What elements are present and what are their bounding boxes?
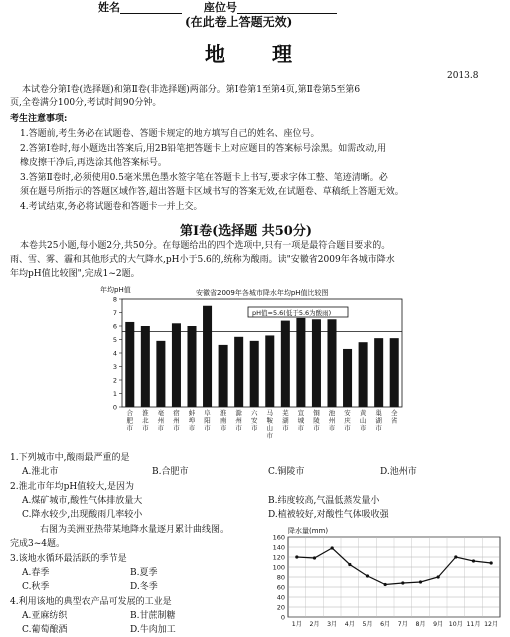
bar-category-label: 市 [359, 424, 367, 432]
line-xtick-label: 9月 [433, 621, 444, 628]
line-xtick-label: 11月 [466, 621, 481, 628]
bar-category-label: 蚌 [188, 409, 196, 417]
line-point [419, 580, 422, 583]
ph-annotation: pH值=5.6(低于5.6为酸雨) [252, 309, 332, 317]
bar-category-label: 州 [328, 416, 336, 425]
bar-category-label: 肥 [126, 416, 134, 425]
q2-option-d[interactable]: D.植被较好,对酸性气体吸收强 [268, 510, 389, 520]
q4-option-b[interactable]: B.甘蔗制糖 [130, 611, 176, 621]
precipitation-line-chart [262, 525, 508, 631]
line-ytick-label: 40 [276, 593, 285, 602]
line-xtick-label: 4月 [344, 621, 355, 628]
line-ytick-label: 100 [272, 563, 285, 572]
notice-item: 1.答题前,考生务必在试题卷、答题卡规定的地方填写自己的姓名、座位号。 [20, 129, 320, 139]
bar-category-label: 市 [235, 424, 242, 432]
ph-bar [281, 321, 290, 407]
line-point [384, 583, 387, 586]
bar-category-label: 陵 [313, 416, 320, 425]
bar-category-label: 埠 [188, 416, 196, 425]
bar-category-label: 合 [126, 409, 134, 417]
bar-category-label: 市 [344, 424, 351, 432]
ph-bar [250, 341, 259, 407]
bar-category-label: 六 [250, 409, 258, 417]
bar-category-label: 亳 [157, 409, 165, 417]
ph-bar [156, 341, 165, 407]
line-point [437, 575, 440, 578]
exam-note: (在此卷上答题无效) [185, 15, 293, 29]
line-xtick-label: 6月 [380, 621, 391, 628]
line-ytick-label: 160 [272, 533, 285, 542]
bar-category-label: 城 [297, 416, 305, 425]
ph-bar [343, 349, 352, 407]
bar-chart-title: 安徽省2009年各城市降水年均pH值比较图 [196, 289, 329, 297]
line-point [366, 574, 369, 577]
subject-title: 地 理 [205, 42, 312, 66]
ph-bar [359, 342, 368, 407]
line-ytick-label: 0 [280, 613, 285, 622]
q4-option-a[interactable]: A.亚麻纺织 [22, 611, 68, 621]
q2-option-a[interactable]: A.煤矿城市,酸性气体排放量大 [22, 496, 143, 506]
line-xtick-label: 10月 [448, 621, 463, 628]
bar-category-label: 市 [282, 424, 289, 432]
bar-category-label: 山 [359, 416, 367, 425]
bar-category-label: 市 [375, 424, 382, 432]
question-1-stem: 1.下列城市中,酸雨最严重的是 [10, 453, 130, 463]
question-4-stem: 4.利用该地的典型农产品可发展的工业是 [10, 597, 172, 607]
bar-category-label: 安 [344, 409, 351, 417]
line-xtick-label: 5月 [362, 621, 373, 628]
bar-category-label: 市 [297, 424, 305, 432]
bar-category-label: 鞍 [266, 416, 274, 425]
line-xtick-label: 8月 [415, 621, 426, 628]
bar-chart-ylabel: 年均pH值 [100, 286, 131, 294]
ph-bar [219, 345, 228, 407]
name-field [98, 1, 337, 14]
notice-item: 2.答第Ⅰ卷时,每小题选出答案后,用2B铅笔把答题卡上对应题目的答案标号涂黑。如需改动,用 [20, 144, 387, 154]
bar-ytick-label: 6 [112, 322, 117, 331]
ph-bar [141, 326, 150, 407]
q2-option-b[interactable]: B.纬度较高,气温低蒸发量小 [268, 496, 380, 506]
ph-bar [125, 322, 134, 407]
bar-category-label: 阜 [204, 409, 211, 417]
ph-bar [327, 319, 336, 407]
ph-bar [390, 338, 399, 407]
q1-option-b[interactable]: B.合肥市 [152, 467, 189, 477]
bar-category-label: 淮 [142, 409, 149, 417]
intro-line-1: 本试卷分第Ⅰ卷(选择题)和第Ⅱ卷(非选择题)两部分。第Ⅰ卷第1至第4页,第Ⅱ卷第5至第6 [22, 85, 361, 95]
bar-category-label: 马 [266, 409, 274, 417]
line-ytick-label: 60 [276, 583, 285, 592]
q4-option-c[interactable]: C.葡萄酿酒 [22, 625, 68, 635]
q34-lead: 右图为美洲亚热带某地降水量逐月累计曲线图。 [40, 525, 230, 535]
notice-item: 3.答第Ⅱ卷时,必须使用0.5毫米黑色墨水签字笔在答题卡上书写,要求字体工整、笔迹清晰。必 [20, 173, 388, 183]
bar-category-label: 池 [328, 409, 336, 417]
bar-category-label: 州 [235, 416, 242, 425]
bar-category-label: 市 [126, 424, 134, 432]
bar-category-label: 市 [250, 424, 258, 432]
bar-category-label: 北 [142, 416, 149, 425]
q1-option-d[interactable]: D.池州市 [380, 467, 417, 477]
exam-date: 2013.8 [447, 71, 479, 81]
bar-category-label: 宣 [297, 409, 305, 417]
bar-ytick-label: 0 [112, 403, 117, 412]
q3-option-b[interactable]: B.夏季 [130, 568, 158, 578]
line-xtick-label: 12月 [484, 621, 499, 628]
bar-category-label: 州 [173, 416, 180, 425]
line-point [313, 556, 316, 559]
bar-category-label: 安 [250, 416, 258, 425]
bar-category-label: 省 [390, 416, 398, 425]
line-ytick-label: 120 [272, 553, 285, 562]
bar-ytick-label: 8 [112, 295, 117, 304]
bar-category-label: 阳 [204, 416, 211, 425]
ph-bar [296, 318, 305, 407]
bar-category-label: 市 [173, 424, 180, 432]
bar-category-label: 市 [142, 424, 149, 432]
line-point [401, 581, 404, 584]
q1-option-c[interactable]: C.铜陵市 [268, 467, 305, 477]
bar-ytick-label: 2 [112, 376, 117, 385]
notice-item: 须在题号所指示的答题区域作答,超出答题卡区域书写的答案无效,在试题卷、草稿纸上答题无效。 [20, 187, 404, 197]
bar-ytick-label: 3 [112, 362, 117, 371]
section-desc: 本卷共25小题,每小题2分,共50分。在每题给出的四个选项中,只有一项是最符合题目要求的。 [20, 241, 391, 251]
bar-ytick-label: 4 [112, 349, 117, 358]
bar-category-label: 市 [219, 424, 227, 432]
line-point [295, 555, 298, 558]
ph-bar [265, 335, 274, 407]
ph-bar [312, 319, 321, 407]
bar-category-label: 市 [204, 424, 211, 432]
question-2-stem: 2.淮北市年均pH值较大,是因为 [10, 482, 135, 492]
line-ytick-label: 80 [276, 573, 285, 582]
line-point [348, 563, 351, 566]
bar-category-label: 州 [157, 416, 165, 425]
seat-label: 座位号 [203, 1, 237, 14]
bar-ytick-label: 5 [112, 335, 117, 344]
ph-bar [187, 326, 196, 407]
bar-ytick-label: 1 [112, 389, 117, 398]
line-chart-ylabel: 降水量(mm) [288, 527, 329, 535]
bar-category-label: 南 [219, 416, 227, 425]
intro-line-2: 页,全卷满分100分,考试时间90分钟。 [10, 98, 162, 108]
bar-category-label: 山 [266, 424, 274, 432]
bar-category-label: 市 [188, 424, 196, 432]
ph-bar [203, 306, 212, 407]
notice-item: 4.考试结束,务必将试题卷和答题卡一并上交。 [20, 202, 203, 212]
q3-option-c[interactable]: C.秋季 [22, 582, 50, 592]
name-blank [120, 3, 182, 14]
bar-category-label: 宿 [173, 409, 180, 417]
ph-bar [172, 323, 181, 407]
line-point [454, 555, 457, 558]
bar-category-label: 湖 [282, 416, 289, 425]
bar-category-label: 市 [313, 424, 320, 432]
line-point [331, 546, 334, 549]
bar-category-label: 黄 [359, 409, 367, 417]
section-desc: 雨、雪、雾、霾和其他形式的大气降水,pH小于5.6的,统称为酸雨。读"安徽省2009年各城市降水 [10, 255, 395, 265]
notice-item: 橡皮擦干净后,再选涂其他答案标号。 [20, 158, 167, 168]
q3-option-d[interactable]: D.冬季 [130, 582, 158, 592]
q2-option-c[interactable]: C.降水较少,出现酸雨几率较小 [22, 510, 143, 520]
line-point [472, 559, 475, 562]
q34-lead: 完成3~4题。 [10, 539, 65, 549]
bar-category-label: 市 [328, 424, 336, 432]
bar-category-label: 市 [266, 431, 274, 440]
line-ytick-label: 20 [276, 603, 285, 612]
section-desc: 年均pH值比较图",完成1~2题。 [10, 269, 140, 279]
section-title: 第Ⅰ卷(选择题 共50分) [180, 224, 312, 239]
question-3-stem: 3.该地水循环最活跃的季节是 [10, 554, 127, 564]
bar-category-label: 湖 [375, 416, 382, 425]
line-xtick-label: 7月 [397, 621, 408, 628]
q4-option-d[interactable]: D.牛肉加工 [130, 625, 176, 635]
q1-option-a[interactable]: A.淮北市 [22, 467, 59, 477]
q3-option-a[interactable]: A.春季 [22, 568, 50, 578]
seat-blank [237, 3, 337, 14]
bar-category-label: 铜 [313, 409, 320, 417]
ph-bar [374, 338, 383, 407]
notice-title: 考生注意事项: [10, 114, 68, 124]
ph-bar-chart [100, 283, 410, 448]
line-xtick-label: 3月 [327, 621, 338, 628]
bar-category-label: 淮 [219, 409, 227, 417]
bar-category-label: 庆 [344, 416, 351, 425]
bar-category-label: 滁 [235, 409, 242, 417]
line-ytick-label: 140 [272, 543, 285, 552]
ph-bar [234, 337, 243, 407]
bar-category-label: 巢 [375, 409, 382, 417]
bar-category-label: 市 [157, 424, 165, 432]
bar-ytick-label: 7 [112, 308, 117, 317]
line-xtick-label: 2月 [309, 621, 320, 628]
bar-category-label: 全 [390, 409, 398, 417]
line-point [490, 561, 493, 564]
name-label: 姓名 [98, 1, 120, 14]
line-xtick-label: 1月 [291, 621, 302, 628]
bar-category-label: 芜 [282, 409, 289, 417]
